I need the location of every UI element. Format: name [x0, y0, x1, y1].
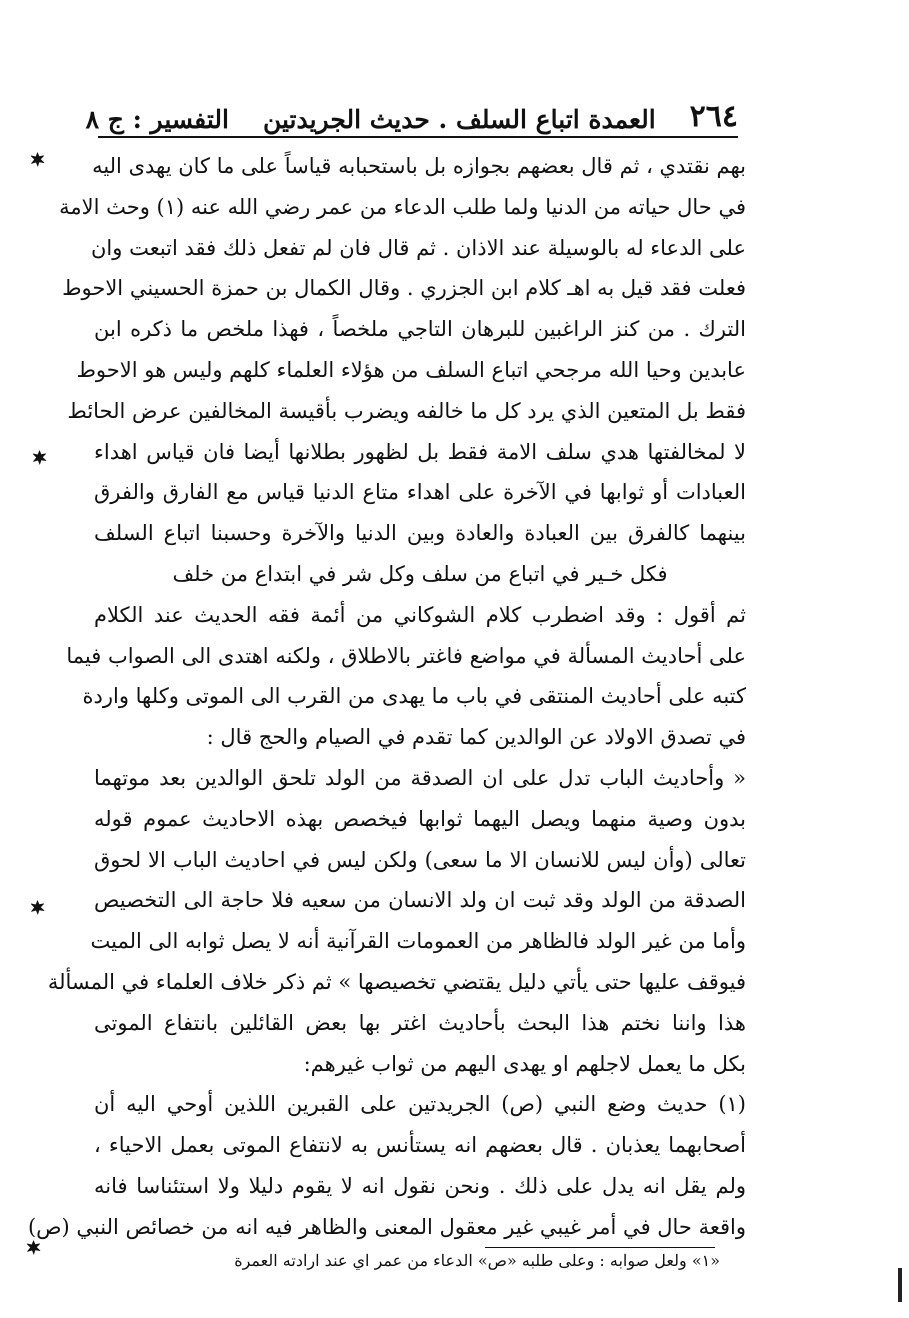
text-line: العبادات أو ثوابها في الآخرة على اهداء متاع الدنيا قياس مع الفارق والفرق	[94, 480, 746, 505]
text-line: ثم أقول : وقد اضطرب كلام الشوكاني من أئمة فقه الحديث عند الكلام	[94, 602, 746, 627]
header-rule	[98, 136, 738, 138]
text-line: ولم يقل انه يدل على ذلك . ونحن نقول انه لا يقوم دليلا ولا استئناسا فانه	[94, 1173, 746, 1198]
ink-blot-icon	[30, 900, 45, 915]
text-line: على أحاديث المسألة في مواضع فاغتر بالاطلاق ، ولكنه اهتدى الى الصواب فيما	[66, 643, 746, 668]
page-number: ٢٦٤	[689, 99, 738, 134]
page-header	[85, 88, 738, 134]
footnote: «١» ولعل صوابه : وعلى طلبه «ص» الدعاء من عمر اي عند ارادته العمرة	[234, 1251, 720, 1270]
text-line: أصحابهما يعذبان . قال بعضهم انه يستأنس به لانتفاع الموتى بعمل الاحياء ،	[94, 1133, 746, 1158]
quote-line: « وأحاديث الباب تدل على ان الصدقة من الولد تلحق الوالدين بعد موتهما	[94, 765, 746, 790]
quote-line: تعالى (وأن ليس للانسان الا ما سعى) ولكن ليس في احاديث الباب الا لحوق	[94, 847, 746, 872]
text-line: واقعة حال في أمر غيبي غير معقول المعنى والظاهر فيه انه من خصائص النبي (ص)	[27, 1214, 746, 1239]
text-line: كتبه على أحاديث المنتقى في باب ما يهدى من القرب الى الموتى وكلها واردة	[82, 684, 746, 709]
section-label: التفسير : ج ٨	[85, 105, 229, 134]
text-line: (١) حديث وضع النبي (ص) الجريدتين على القبرين اللذين أوحي اليه أن	[94, 1092, 746, 1117]
scan-edge-mark	[898, 1268, 902, 1302]
body-text	[27, 146, 746, 1248]
text-line: لا لمخالفتها هدي سلف الامة فقط بل لظهور بطلانها أيضا فان قياس اهداء	[94, 439, 746, 464]
running-title: العمدة اتباع السلف . حديث الجريدتين	[262, 105, 656, 134]
text-line: هذا واننا نختم هذا البحث بأحاديث اغتر بها بعض القائلين بانتفاع الموتى	[94, 1010, 746, 1035]
text-line: عابدين وحيا الله مرجحي اتباع السلف من هؤلاء العلماء كلهم وليس هو الاحوط	[76, 357, 746, 382]
text-line: الترك . من كنز الراغبين للبرهان التاجي ملخصاً ، فهذا ملخص ما ذكره ابن	[94, 317, 746, 342]
text-line: على الدعاء له بالوسيلة عند الاذان . ثم قال فان لم تفعل ذلك فقد اتبعت وان	[91, 235, 746, 260]
text-line: بينهما كالفرق بين العبادة والعادة وبين الدنيا والآخرة وحسبنا اتباع السلف	[94, 521, 746, 546]
text-line: بكل ما يعمل لاجلهم او يهدى اليهم من ثواب غيرهم:	[303, 1051, 746, 1076]
ink-blot-icon	[30, 152, 45, 167]
text-line: في تصدق الاولاد عن الوالدين كما تقدم في الصيام والحج قال :	[206, 725, 746, 750]
footnote-rule	[485, 1247, 715, 1248]
text-line: فعلت فقد قيل به اهـ كلام ابن الجزري . وقال الكمال بن حمزة الحسيني الاحوط	[62, 276, 746, 301]
quote-line: فيوقف عليها حتى يأتي دليل يقتضي تخصيصها » ثم ذكر خلاف العلماء في المسألة	[47, 969, 746, 994]
text-line: في حال حياته من الدنيا ولما طلب الدعاء من عمر رضي الله عنه (١) وحث الامة	[59, 194, 746, 219]
ink-blot-icon	[32, 450, 47, 465]
quote-line: الصدقة من الولد وقد ثبت ان ولد الانسان من سعيه فلا حاجة الى التخصيص	[94, 888, 746, 913]
text-line: فقط بل المتعين الذي يرد كل ما خالفه ويضرب بأقيسة المخالفين عرض الحائط	[67, 398, 746, 423]
verse-line: فكل خـير في اتباع من سلف وكل شر في ابتداع من خلف	[172, 561, 668, 586]
quote-line: وأما من غير الولد فالظاهر من العمومات القرآنية أنه لا يصل ثوابه الى الميت	[90, 929, 746, 954]
text-line: بهم نقتدي ، ثم قال بعضهم بجوازه بل باستحبابه قياساً على ما كان يهدى اليه	[92, 154, 746, 178]
quote-line: بدون وصية منهما ويصل اليهما ثوابها فيخصص بهذه الاحاديث عموم قوله	[94, 806, 746, 831]
